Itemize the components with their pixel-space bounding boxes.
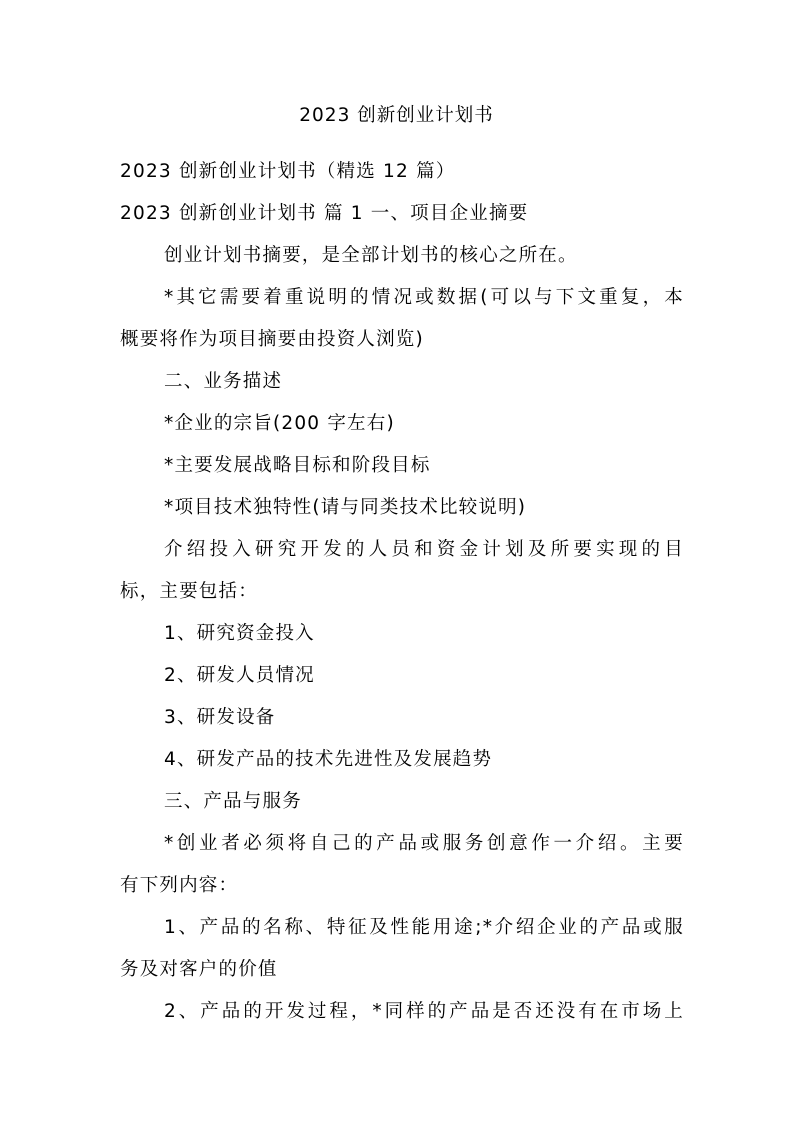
paragraph-line: 标，主要包括：	[120, 581, 258, 602]
list-item: 2、研发人员情况	[164, 665, 315, 686]
list-item: *主要发展战略目标和阶段目标	[164, 455, 431, 476]
document-title: 2023 创新创业计划书	[299, 105, 494, 126]
paragraph-line: 概要将作为项目摘要由投资人浏览)	[120, 329, 424, 350]
list-item: *项目技术独特性(请与同类技术比较说明)	[164, 497, 527, 518]
paragraph-line: 介绍投入研究开发的人员和资金计划及所要实现的目	[164, 539, 684, 560]
list-item: *企业的宗旨(200 字左右)	[164, 413, 395, 434]
paragraph-line: *创业者必须将自己的产品或服务创意作一介绍。主要	[164, 833, 684, 854]
paragraph-line: 创业计划书摘要，是全部计划书的核心之所在。	[164, 245, 578, 266]
paragraph-line: 务及对客户的价值	[120, 959, 278, 980]
paragraph-line: 2、产品的开发过程，*同样的产品是否还没有在市场上	[164, 1001, 684, 1022]
section-heading-line: 二、业务描述	[164, 371, 283, 392]
section-heading-line: 2023 创新创业计划书 篇 1 一、项目企业摘要	[120, 203, 529, 224]
list-item: 3、研发设备	[164, 707, 276, 728]
section-heading-line: 三、产品与服务	[164, 791, 302, 812]
paragraph-line: 有下列内容：	[120, 875, 239, 896]
paragraph-line: *其它需要着重说明的情况或数据(可以与下文重复，本	[164, 287, 684, 308]
subtitle-line: 2023 创新创业计划书（精选 12 篇）	[120, 161, 456, 182]
list-item: 1、研究资金投入	[164, 623, 315, 644]
list-item: 4、研发产品的技术先进性及发展趋势	[164, 749, 493, 770]
paragraph-line: 1、产品的名称、特征及性能用途;*介绍企业的产品或服	[164, 917, 684, 938]
